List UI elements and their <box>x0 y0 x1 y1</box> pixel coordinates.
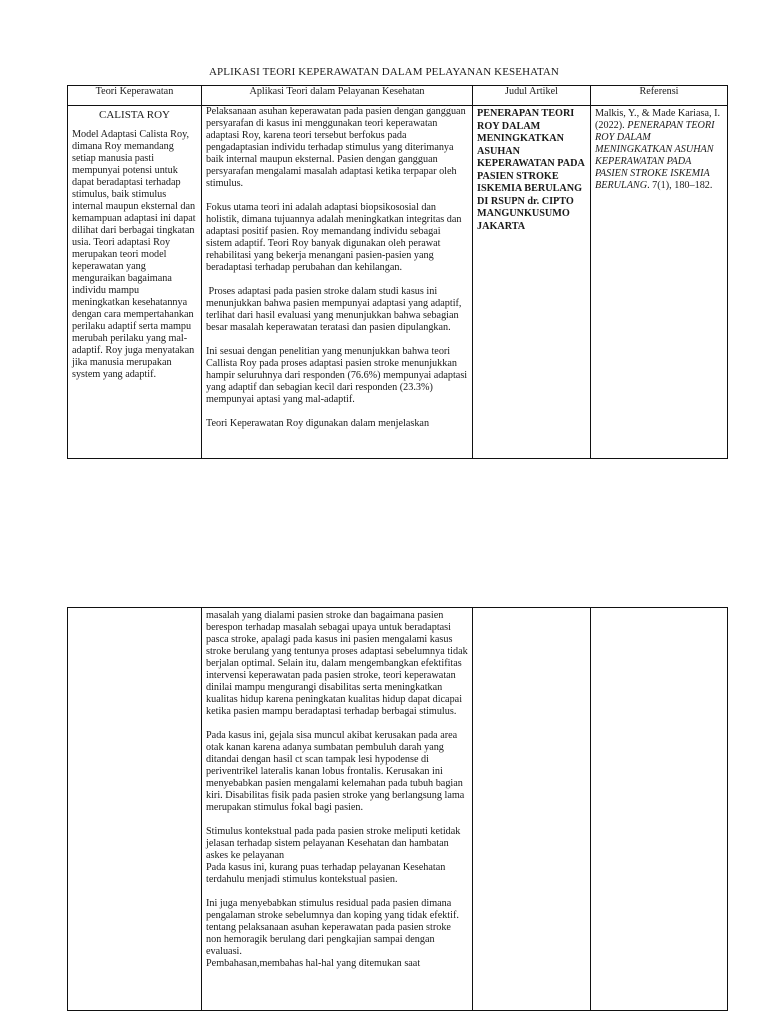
reference-volume: . 7(1), 180–182. <box>647 180 713 191</box>
application-paragraph: Stimulus kontekstual pada pada pasien stroke meliputi ketidak jelasan terhadap sistem pelayanan Kesehatan dan hambatan askes ke pelayanan Pada kasus ini, kurang puas terhadap pelayanan Kesehatan terdahulu menjadi stimulus kontekstual pasien. <box>206 826 461 885</box>
theory-description: Model Adaptasi Calista Roy, dimana Roy memandang setiap manusia pasti mempunyai potensi untuk dapat beradaptasi terhadap stimulus, baik stimulus internal maupun eksternal dan kemampuan adaptasi ini dapat dilihat dari berbagai tingkatan usia. Teori adaptasi Roy merupakan teori model keperawatan yang menguraikan bagaimana individu mampu meningkatkan kesehatannya dengan cara mempertahankan perilaku adaptif serta mampu merubah perilaku yang mal-adaptif. Roy juga menyatakan jika manusia merupakan system yang adaptif. <box>72 129 196 380</box>
theory-table-page-2 <box>67 607 728 1011</box>
application-paragraph: Ini sesuai dengan penelitian yang menunjukkan bahwa teori Callista Roy pada proses adaptasi pasien stroke menunjukkan hampir seluruhnya dari responden (76.6%) mempunyai adaptasi yang adaptif dan sebagian kecil dari responden (23.3%) mempunyai aptasi yang mal-adaptif. <box>206 346 468 405</box>
article-title-cell-continued <box>473 608 591 1011</box>
application-paragraph: Teori Keperawatan Roy digunakan dalam menjelaskan <box>206 418 430 429</box>
application-paragraph: Pada kasus ini, gejala sisa muncul akibat kerusakan pada area otak kanan karena adanya sumbatan pembuluh darah yang ditandai dengan hasil ct scan tampak lesi hypodense di periventrikel lateralis kanan lobus frontalis. Kerusakan ini menyebabkan pasien mengalami kelemahan pada tubuh bagian kiri. Disabilitas fisik pada pasien stroke yang berlangsung lama merupakan stimulus fokal bagi pasien. <box>206 730 465 813</box>
document-title: APLIKASI TEORI KEPERAWATAN DALAM PELAYANAN KESEHATAN <box>209 66 559 78</box>
theory-cell-continued <box>68 608 202 1011</box>
application-paragraph: Pelaksanaan asuhan keperawatan pada pasien dengan gangguan persyarafan di kasus ini menggunakan teori keperawatan adaptasi Roy, karena teori tersebut berfokus pada pengadaptasian individu terhadap stimulus yang diterimanya baik internal maupun eksternal. Pasien dengan gangguan persyarafan mengalami masalah adaptasi ketika terpapar oleh stimulus. <box>206 106 466 189</box>
reference-citation <box>595 108 723 192</box>
reference-cell <box>591 106 728 459</box>
theory-cell <box>68 106 202 459</box>
reference-cell-continued <box>591 608 728 1011</box>
application-paragraph: Proses adaptasi pada pasien stroke dalam studi kasus ini menunjukkan bahwa pasien mempunyai adaptasi yang adaptif, terlihat dari hasil evaluasi yang menunjukkan bahwa sebagian besar masalah keperawatan teratasi dan pasien dipulangkan. <box>206 286 465 333</box>
application-cell <box>202 106 473 459</box>
theory-table-page-1 <box>67 85 728 459</box>
table-row <box>68 106 728 459</box>
article-title: PENERAPAN TEORI ROY DALAM MENINGKATKAN ASUHAN KEPERAWATAN PADA PASIEN STROKE ISKEMIA BERULANG DI RSUPN dr. CIPTO MANGUNKUSUMO JAKARTA <box>477 108 585 232</box>
header-application: Aplikasi Teori dalam Pelayanan Kesehatan <box>202 86 473 106</box>
reference-authors: Malkis, Y., & Made Kariasa, I. (2022). <box>595 108 721 131</box>
header-theory: Teori Keperawatan <box>68 86 202 106</box>
header-article-title: Judul Artikel <box>473 86 591 106</box>
reference-title: PENERAPAN TEORI ROY DALAM MENINGKATKAN ASUHAN KEPERAWATAN PADA PASIEN STROKE ISKEMIA BERULANG <box>595 120 715 191</box>
application-cell-continued <box>202 608 473 1011</box>
application-paragraph: masalah yang dialami pasien stroke dan bagaimana pasien berespon terhadap masalah sebagai upaya untuk beradaptasi pasca stroke, apalagi pada kasus ini pasien mengalami kasus stroke berulang yang tentunya proses adaptasi sebelumnya tidak berjalan optimal. Selain itu, dalam mengembangkan efektifitas intervensi keperawatan pada pasien stroke, teori keperawatan dinilai mampu mengurangi disabilitas serta meningkatkan kualitas hidup karena peningkatan kualitas hidup dapat dicapai ketika pasien mampu beradaptasi terhadap berbagai stimulus. <box>206 610 468 717</box>
header-reference: Referensi <box>591 86 728 106</box>
application-paragraph: Fokus utama teori ini adalah adaptasi biopsikososial dan holistik, dimana tujuannya adalah meningkatkan integritas dan adaptasi positif pasien. Roy memandang individu sebagai sistem adaptif. Teori Roy banyak digunakan oleh perawat rehabilitasi yang bekerja menangani pasien-pasien yang beradaptasi terhadap perubahan dan kehilangan. <box>206 202 462 273</box>
table-row <box>68 608 728 1011</box>
article-title-cell <box>473 106 591 459</box>
theory-name: CALISTA ROY <box>99 109 170 121</box>
table-header-row <box>68 86 728 106</box>
application-paragraph: Ini juga menyebabkan stimulus residual pada pasien dimana pengalaman stroke sebelumnya dan koping yang tidak efektif. tentang pelaksanaan asuhan keperawatan pada pasien stroke non hemoragik berulang dari pengkajian sampai dengan evaluasi. Pembahasan,membahas hal-hal yang ditemukan saat <box>206 898 459 969</box>
